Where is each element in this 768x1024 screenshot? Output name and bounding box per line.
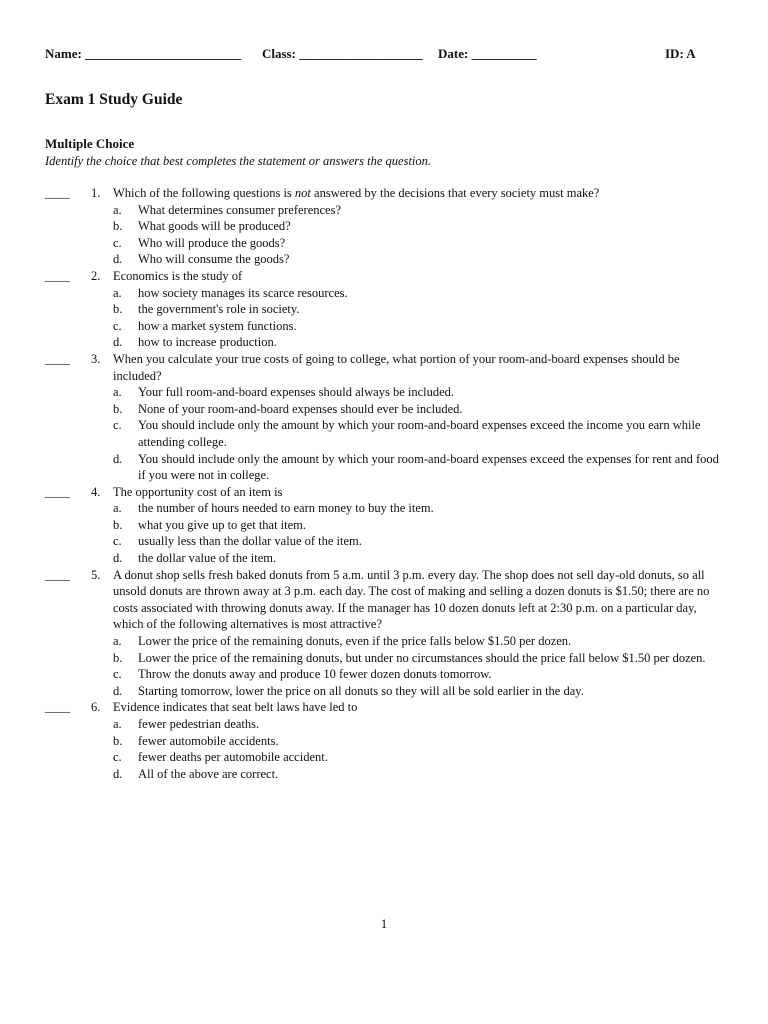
choice-text: Lower the price of the remaining donuts, but under no circumstances should the price fall below $1.50 per dozen. (138, 650, 706, 665)
class-field: Class: ___________________ (262, 46, 423, 61)
answer-choice (113, 301, 725, 318)
question-item (45, 567, 725, 700)
answer-choice (113, 285, 725, 302)
choice-letter: b. (113, 517, 123, 532)
answer-choice (113, 683, 725, 700)
question-number: 6. (91, 700, 101, 715)
section-title: Multiple Choice (45, 136, 135, 151)
choice-letter: c. (113, 534, 122, 549)
answer-choice (113, 749, 725, 766)
question-stem-text: Economics is the study of (113, 268, 243, 283)
choice-list (113, 384, 725, 484)
choice-text: Your full room-and-board expenses should always be included. (138, 385, 455, 400)
choice-text: the number of hours needed to earn money to buy the item. (138, 501, 434, 516)
answer-choice (113, 666, 725, 683)
choice-text: You should include only the amount by which your room-and-board expenses exceed the income you earn while attending college. (138, 418, 701, 449)
question-item (45, 699, 725, 782)
answer-choice (113, 633, 725, 650)
question-item (45, 185, 725, 268)
question-stem (113, 699, 725, 716)
choice-letter: a. (113, 385, 122, 400)
answer-choice (113, 451, 725, 484)
choice-text: the dollar value of the item. (138, 551, 277, 566)
choice-letter: a. (113, 285, 122, 300)
choice-text: You should include only the amount by which your room-and-board expenses exceed the expenses for rent and food if you were not in college. (138, 451, 719, 483)
choice-letter: c. (113, 667, 122, 682)
answer-choice (113, 733, 725, 750)
answer-blank[interactable]: ____ (45, 186, 70, 200)
answer-choice (113, 384, 725, 401)
choice-letter: c. (113, 235, 122, 250)
question-stem (113, 268, 725, 285)
choice-text: how a market system functions. (138, 318, 297, 333)
choice-letter: c. (113, 318, 122, 333)
choice-text: fewer pedestrian deaths. (138, 717, 260, 731)
choice-text: Lower the price of the remaining donuts, even if the price falls below $1.50 per dozen. (138, 634, 572, 649)
answer-choice (113, 766, 725, 783)
choice-list (113, 633, 725, 699)
answer-choice (113, 235, 725, 252)
question-stem-emphasis: not (294, 186, 311, 200)
question-item (45, 351, 725, 484)
choice-text: Who will produce the goods? (138, 235, 286, 250)
question-number: 3. (91, 351, 101, 366)
page-number: 1 (380, 916, 388, 931)
question-number: 2. (91, 268, 101, 283)
choice-text: how society manages its scarce resources. (138, 285, 348, 300)
choice-letter: b. (113, 302, 123, 317)
choice-letter: b. (113, 219, 123, 234)
answer-choice (113, 334, 725, 351)
question-stem-text: When you calculate your true costs of going to college, what portion of your room-and-board expenses should be included? (113, 351, 680, 383)
choice-text: All of the above are correct. (138, 766, 279, 781)
answer-blank[interactable]: ____ (45, 484, 70, 499)
name-field: Name: ________________________ (45, 46, 242, 61)
choice-letter: b. (113, 733, 123, 748)
question-stem (113, 185, 725, 202)
answer-choice (113, 218, 725, 235)
page-title: Exam 1 Study Guide (45, 91, 183, 108)
answer-choice (113, 417, 725, 450)
answer-choice (113, 517, 725, 534)
question-item (45, 268, 725, 351)
question-stem-text: A donut shop sells fresh baked donuts from 5 a.m. until 3 p.m. every day. The shop does not sell day-old donuts, so all unsold donuts are thrown away at 3 p.m. each day. The cost of making and selling a dozen donuts is $1.50; there are no costs associated with throwing donuts away. If the manager has 10 dozen donuts left at 2:30 p.m. on a particular day, which of the following alternatives is most attractive? (113, 567, 710, 632)
choice-text: usually less than the dollar value of the item. (138, 534, 362, 549)
choice-text: the government's role in society. (138, 302, 300, 317)
answer-choice (113, 533, 725, 550)
question-stem-text: Which of the following questions is (113, 186, 295, 200)
choice-letter: b. (113, 650, 123, 665)
choice-letter: d. (113, 683, 123, 698)
choice-letter: c. (113, 750, 122, 765)
choice-text: what you give up to get that item. (138, 517, 307, 532)
answer-choice (113, 650, 725, 667)
section-header (45, 136, 431, 169)
question-stem (113, 484, 725, 501)
choice-text: fewer deaths per automobile accident. (138, 750, 328, 765)
answer-choice (113, 251, 725, 268)
answer-blank[interactable]: ____ (45, 700, 70, 715)
choice-list (113, 285, 725, 351)
question-number: 4. (91, 484, 101, 499)
choice-list (113, 500, 725, 566)
choice-list (113, 716, 725, 782)
answer-blank[interactable]: ____ (45, 268, 70, 283)
date-field: Date: __________ (438, 46, 537, 61)
choice-list (113, 202, 725, 268)
answer-blank[interactable]: ____ (45, 567, 70, 582)
question-number: 1. (91, 186, 101, 200)
choice-text: What determines consumer preferences? (138, 202, 342, 217)
choice-letter: d. (113, 766, 123, 781)
answer-choice (113, 550, 725, 567)
question-stem-text: The opportunity cost of an item is (113, 484, 283, 499)
choice-letter: d. (113, 451, 123, 466)
choice-text: fewer automobile accidents. (138, 733, 279, 748)
choice-letter: d. (113, 335, 123, 350)
choice-letter: a. (113, 634, 122, 649)
answer-choice (113, 500, 725, 517)
question-number: 5. (91, 567, 101, 582)
choice-text: What goods will be produced? (138, 219, 291, 234)
choice-letter: a. (113, 717, 122, 731)
choice-text: Who will consume the goods? (138, 252, 290, 267)
choice-letter: d. (113, 551, 123, 566)
answer-choice (113, 401, 725, 418)
id-field: ID: A (665, 46, 696, 61)
answer-choice (113, 318, 725, 335)
question-stem (113, 567, 725, 633)
question-stem (113, 351, 725, 384)
choice-letter: d. (113, 252, 123, 267)
answer-choice (113, 716, 725, 733)
choice-text: Starting tomorrow, lower the price on all donuts so they will all be sold earlier in the day. (138, 683, 584, 698)
question-item (45, 484, 725, 567)
choice-letter: a. (113, 501, 122, 516)
choice-text: how to increase production. (138, 335, 277, 350)
question-stem-text: Evidence indicates that seat belt laws have led to (113, 700, 358, 715)
question-list (45, 185, 725, 782)
answer-blank[interactable]: ____ (45, 351, 70, 366)
choice-letter: a. (113, 202, 122, 217)
choice-letter: b. (113, 401, 123, 416)
choice-text: None of your room-and-board expenses should ever be included. (138, 401, 463, 416)
question-stem-text: answered by the decisions that every society must make? (310, 186, 600, 200)
choice-text: Throw the donuts away and produce 10 fewer dozen donuts tomorrow. (138, 667, 492, 682)
choice-letter: c. (113, 418, 122, 433)
section-instructions: Identify the choice that best completes the statement or answers the question. (45, 153, 432, 168)
answer-choice (113, 202, 725, 219)
